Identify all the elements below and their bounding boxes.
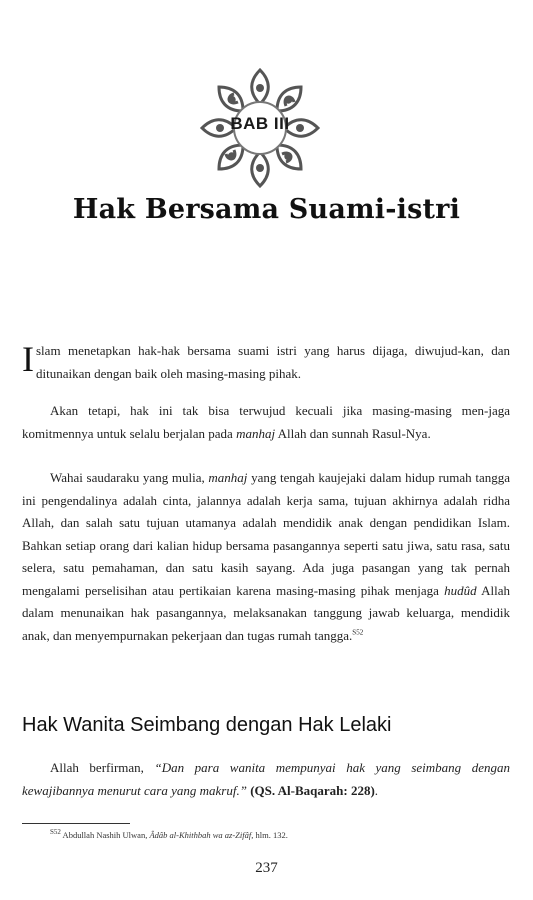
- footnote: [22, 829, 510, 841]
- chapter-title: Hak Bersama Suami-istri: [72, 194, 461, 225]
- paragraph-1: [22, 340, 510, 385]
- paragraph-2-text-b: Allah dan sunnah Rasul-Nya.: [275, 425, 431, 441]
- footnote-ref[interactable]: S52: [352, 628, 364, 637]
- section-heading: Hak Wanita Seimbang dengan Hak Lelaki: [22, 714, 392, 736]
- quote-text: “Dan para wanita mempunyai hak yang seimbang dengan kewajibannya menurut cara yang makruf.”: [22, 760, 511, 798]
- paragraph-2-emphasis: manhaj: [236, 425, 276, 441]
- footnote-divider: [22, 823, 130, 824]
- footnote-marker: S52: [50, 828, 61, 837]
- footnote-text-b: , hlm. 132.: [251, 830, 288, 840]
- quote-end: .: [374, 782, 379, 798]
- paragraph-3: [22, 467, 510, 647]
- footnote-title: Âdâb al-Khithbah wa az-Zifâf: [149, 830, 252, 840]
- paragraph-3-emphasis-2: hudûd: [444, 582, 477, 598]
- footnote-text-a: Abdullah Nashih Ulwan,: [60, 830, 150, 840]
- paragraph-3-text-a: Wahai saudaraku yang mulia,: [50, 470, 209, 485]
- paragraph-3-text-c: Allah dalam menunaikan hak pasangannya, melaksanakan tanggung jawab keluarga, mendidik anak, dan menyempurnakan pekerjaan dan tugas rumah tangga.: [22, 582, 510, 643]
- page-number: 237: [255, 860, 278, 876]
- quote-reference: (QS. Al-Baqarah: 228): [246, 782, 375, 798]
- paragraph-3-text-b: yang tengah kaujejaki dalam hidup rumah tangga ini pengendalinya adalah cinta, jalannya adalah kerja sama, tujuan akhirnya adalah ridha Allah, dan salah satu tujuan utamanya adalah mendidik anak dengan pendidikan Islam. Bahkan setiap orang dari kalian hidup bersama pasangannya seperti satu jiwa, satu rasa, satu selera, satu pemahaman, dan satu kasih sayang. Ada juga pasangan yang tak pernah mengalami perselisihan atau pertikaian karena masing-masing pihak menjaga: [22, 470, 510, 598]
- paragraph-1-text: slam menetapkan hak-hak bersama suami istri yang harus dijaga, diwujud-kan, dan ditunaikan dengan baik oleh masing-masing pihak.: [36, 343, 510, 381]
- quote-paragraph: [22, 757, 510, 802]
- drop-cap: I: [22, 339, 34, 379]
- paragraph-2: [22, 400, 510, 445]
- quote-intro: Allah berfirman,: [50, 760, 155, 775]
- chapter-label: BAB III: [230, 114, 290, 133]
- paragraph-2-text-a: Akan tetapi, hak ini tak bisa terwujud kecuali jika masing-masing men-jaga komitmennya untuk selalu berjalan pada: [22, 403, 510, 441]
- paragraph-3-emphasis-1: manhaj: [208, 470, 248, 485]
